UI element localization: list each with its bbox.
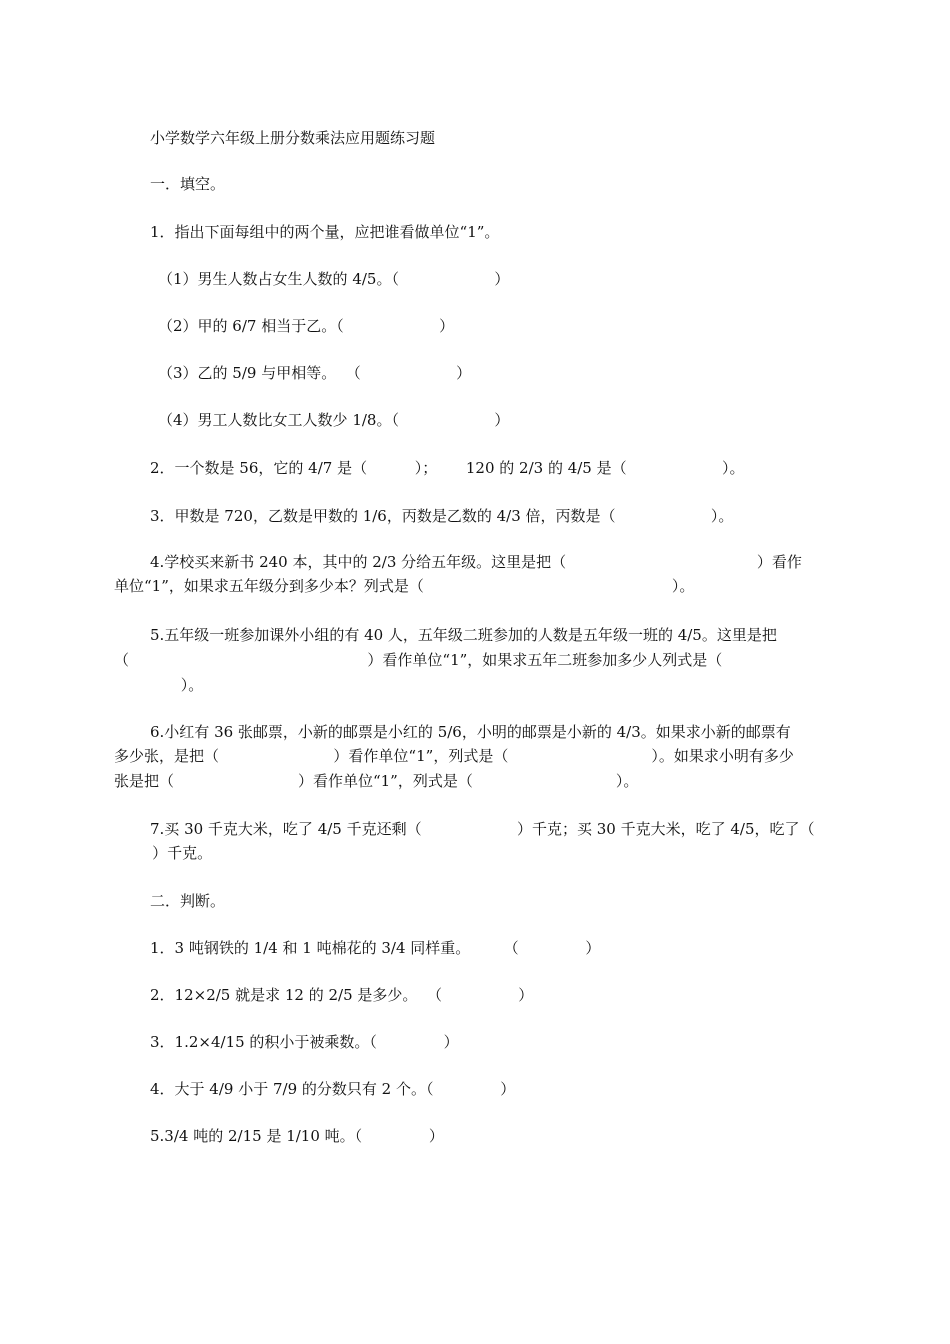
q1-item-1: （1）男生人数占女生人数的 4/5。（ ） <box>158 270 510 288</box>
q6-line-3: 张是把（ ）看作单位“1”，列式是（ ）。 <box>114 772 639 790</box>
q2-text: 2．一个数是 56，它的 4/7 是（ ）； 120 的 2/3 的 4/5 是（ ）。 <box>150 459 745 477</box>
page-title: 小学数学六年级上册分数乘法应用题练习题 <box>150 129 436 147</box>
q1-item-3: （3）乙的 5/9 与甲相等。 （ ） <box>158 364 472 382</box>
q5-line-1: 5.五年级一班参加课外小组的有 40 人，五年级二班参加的人数是五年级一班的 4/5。这里是把 <box>150 626 777 644</box>
judge-item-3: 3．1.2×4/15 的积小于被乘数。（ ） <box>150 1033 459 1051</box>
section-judge-heading: 二．判断。 <box>150 892 226 910</box>
judge-item-4: 4．大于 4/9 小于 7/9 的分数只有 2 个。（ ） <box>150 1080 516 1098</box>
judge-item-2: 2．12×2/5 就是求 12 的 2/5 是多少。 （ ） <box>150 986 534 1004</box>
q1-item-2: （2）甲的 6/7 相当于乙。（ ） <box>158 317 455 335</box>
q7-line-2: ）千克。 <box>114 844 213 862</box>
q4-line-1: 4.学校买来新书 240 本，其中的 2/3 分给五年级。这里是把（ ）看作 <box>150 553 802 571</box>
q4-line-2: 单位“1”，如果求五年级分到多少本？列式是（ ）。 <box>114 577 695 595</box>
q1-item-4: （4）男工人数比女工人数少 1/8。（ ） <box>158 411 510 429</box>
q7-line-1: 7.买 30 千克大米，吃了 4/5 千克还剩（ ）千克；买 30 千克大米，吃了 4/5，吃了（ <box>150 820 815 838</box>
q5-line-2: （ ）看作单位“1”，如果求五年二班参加多少人列式是（ <box>114 651 723 669</box>
q5-line-3: ）。 <box>114 676 204 694</box>
q1-stem: 1．指出下面每组中的两个量，应把谁看做单位“1”。 <box>150 223 500 241</box>
judge-item-1: 1．3 吨钢铁的 1/4 和 1 吨棉花的 3/4 同样重。 （ ） <box>150 939 601 957</box>
q3-text: 3．甲数是 720，乙数是甲数的 1/6，丙数是乙数的 4/3 倍，丙数是（ ）。 <box>150 507 734 525</box>
judge-item-5: 5.3/4 吨的 2/15 是 1/10 吨。（ ） <box>150 1127 444 1145</box>
q6-line-2: 多少张，是把（ ）看作单位“1”，列式是（ ）。如果求小明有多少 <box>114 747 794 765</box>
q6-line-1: 6.小红有 36 张邮票，小新的邮票是小红的 5/6，小明的邮票是小新的 4/3。如果求小新的邮票有 <box>150 723 791 741</box>
section-fill-heading: 一．填空。 <box>150 175 226 193</box>
